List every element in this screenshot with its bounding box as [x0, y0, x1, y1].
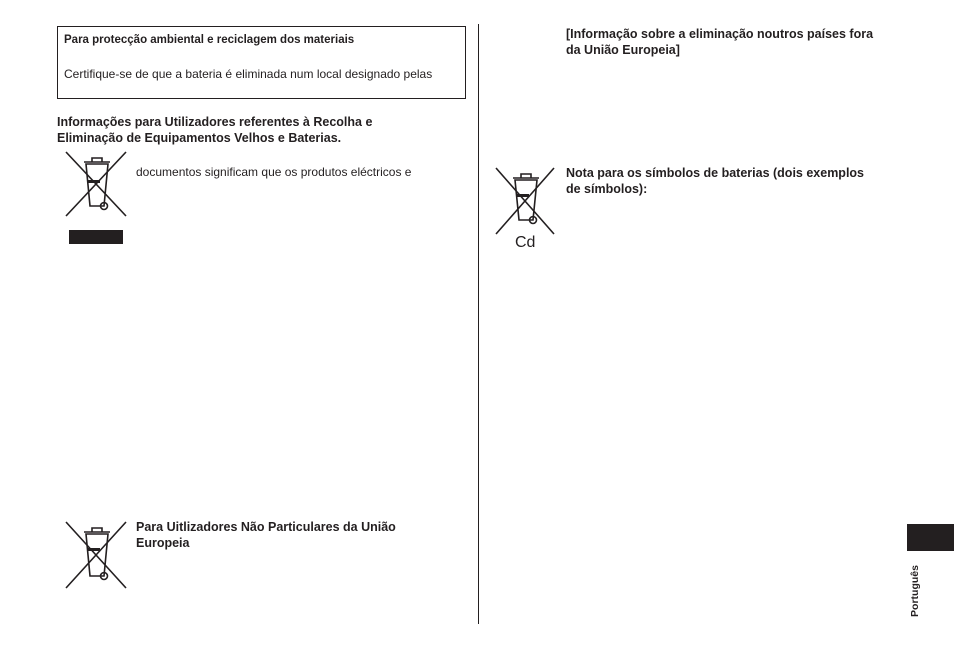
heading-line-2: Europeia	[136, 536, 190, 550]
separate-collection-bar	[69, 230, 123, 244]
section-heading-battery-symbols	[566, 165, 864, 197]
heading-line-2: Eliminação de Equipamentos Velhos e Baterias.	[57, 131, 342, 145]
section-heading-non-private-users	[136, 519, 396, 551]
heading-line-1: Para Uitlizadores Não Particulares da União	[136, 520, 396, 534]
crossed-out-wheeled-bin-icon	[64, 150, 130, 218]
section-heading-other-countries	[566, 26, 873, 58]
section-body-text: documentos significam que os produtos eléctricos e	[136, 165, 412, 179]
note-box-body: Certifique-se de que a bateria é eliminada num local designado pelas	[64, 67, 433, 81]
heading-line-1: Informações para Utilizadores referentes à Recolha e	[57, 115, 373, 129]
heading-line-1: Nota para os símbolos de baterias (dois exemplos	[566, 166, 865, 180]
section-heading-collection	[57, 114, 372, 146]
column-divider	[478, 24, 479, 624]
crossed-out-wheeled-bin-icon	[64, 520, 130, 590]
heading-line-1: [Informação sobre a eliminação noutros países fora	[566, 27, 874, 41]
heading-line-2: da União Europeia]	[566, 43, 680, 57]
heading-line-2: de símbolos):	[566, 182, 648, 196]
language-label: Português	[909, 565, 921, 617]
battery-chemical-symbol: Cd	[515, 234, 536, 251]
crossed-out-wheeled-bin-icon	[494, 166, 558, 238]
environment-note-box	[57, 26, 466, 99]
note-box-title: Para protecção ambiental e reciclagem dos materiais	[64, 34, 355, 46]
language-tab-marker	[907, 524, 954, 551]
